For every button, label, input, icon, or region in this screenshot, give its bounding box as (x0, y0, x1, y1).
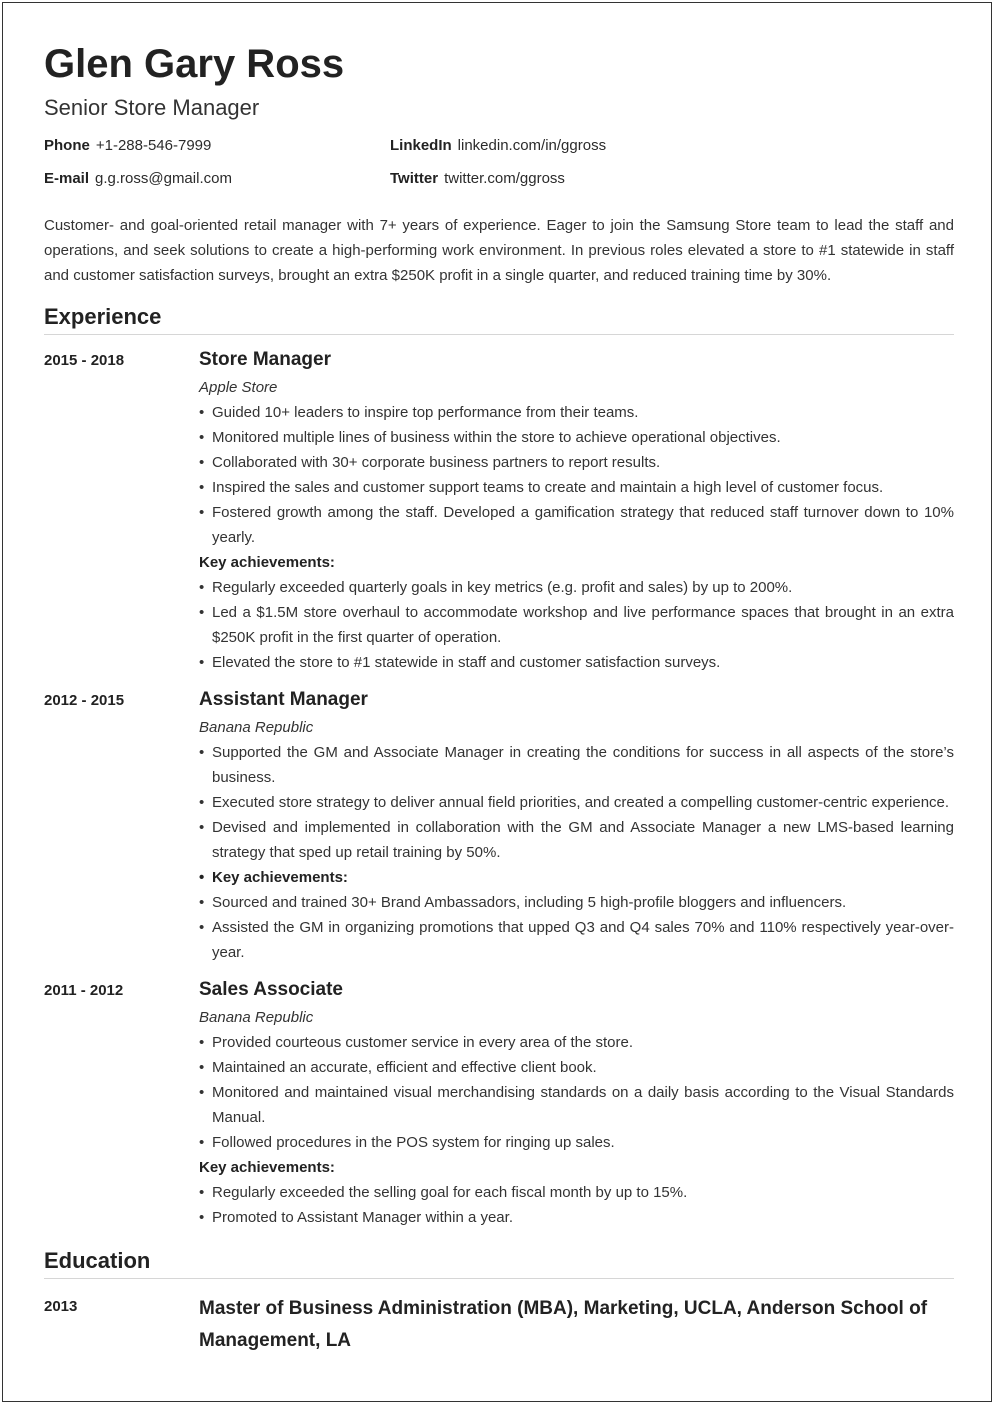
job-dates: 2015 - 2018 (44, 352, 125, 369)
bullet-item: • Executed store strategy to deliver annual field priorities, and created a compelling customer-centric experience. (199, 790, 954, 815)
education-details (199, 1293, 954, 1357)
phone-value[interactable]: +1-288-546-7999 (95, 137, 212, 154)
job-achievements (199, 1180, 954, 1230)
bullet-item: • Maintained an accurate, efficient and effective client book. (199, 1055, 954, 1080)
education-year: 2013 (44, 1298, 78, 1315)
bullet-item: • Followed procedures in the POS system for ringing up sales. (199, 1130, 954, 1155)
education-heading: Education (44, 1246, 954, 1279)
job-entry (44, 977, 954, 1230)
email-label: E-mail (44, 170, 90, 187)
job-entry (44, 347, 954, 675)
job-details (199, 687, 954, 965)
job-details (199, 977, 954, 1230)
bullet-item: • Devised and implemented in collaboration with the GM and Associate Manager a new LMS-based learning strategy that sped up retail training by 50%. (199, 815, 954, 865)
summary-paragraph: Customer- and goal-oriented retail manager with 7+ years of experience. Eager to join the Samsung Store team to lead the staff and operations, and seek solutions to create a high-performing work environment. In previous roles elevated a store to #1 statewide in staff and customer satisfaction surveys, brought an extra $250K profit in a single quarter, and reduced training time by 30%. (44, 217, 954, 284)
achievement-item: • Led a $1.5M store overhaul to accommodate workshop and live performance spaces that brought in an extra $250K profit in the first quarter of operation. (199, 600, 954, 650)
phone-contact (44, 136, 211, 156)
achievement-item: • Sourced and trained 30+ Brand Ambassadors, including 5 high-profile bloggers and influencers. (199, 890, 954, 915)
job-achievements (199, 575, 954, 675)
resume-content (44, 41, 954, 1357)
bullet-item: • Monitored and maintained visual merchandising standards on a daily basis according to the Visual Standards Manual. (199, 1080, 954, 1130)
achievement-item: • Elevated the store to #1 statewide in staff and customer satisfaction surveys. (199, 650, 954, 675)
key-achievements-heading: Key achievements: (199, 1159, 335, 1176)
bullet-item: • Monitored multiple lines of business within the store to achieve operational objectives. (199, 425, 954, 450)
education-entry (44, 1293, 954, 1357)
bullet-item: • Collaborated with 30+ corporate business partners to report results. (199, 450, 954, 475)
job-title: Sales Associate (199, 979, 343, 1000)
bullet-item: • Supported the GM and Associate Manager in creating the conditions for success in all aspects of the store’s business. (199, 740, 954, 790)
bullet-item: • Fostered growth among the staff. Developed a gamification strategy that reduced staff turnover down to 10% yearly. (199, 500, 954, 550)
linkedin-contact (390, 136, 606, 156)
education-degree: Master of Business Administration (MBA), Marketing, UCLA, Anderson School of Management, LA (199, 1298, 928, 1351)
resume-page (2, 2, 992, 1402)
achievement-item: • Regularly exceeded quarterly goals in key metrics (e.g. profit and sales) by up to 200%. (199, 575, 954, 600)
twitter-link[interactable]: twitter.com/ggross (444, 170, 565, 187)
bullet-item: • Guided 10+ leaders to inspire top performance from their teams. (199, 400, 954, 425)
candidate-title: Senior Store Manager (44, 95, 260, 120)
linkedin-label: LinkedIn (390, 137, 452, 154)
job-company: Banana Republic (199, 719, 314, 736)
job-dates: 2012 - 2015 (44, 692, 125, 709)
job-responsibilities (199, 1030, 954, 1155)
bullet-item: • Inspired the sales and customer support teams to create and maintain a high level of customer focus. (199, 475, 954, 500)
bullet-item: • Provided courteous customer service in every area of the store. (199, 1030, 954, 1055)
job-dates: 2011 - 2012 (44, 982, 124, 999)
achievement-item: • Regularly exceeded the selling goal for each fiscal month by up to 15%. (199, 1180, 954, 1205)
key-achievements-heading: Key achievements: (199, 554, 335, 571)
job-entry (44, 687, 954, 965)
twitter-label: Twitter (390, 170, 439, 187)
job-responsibilities (199, 740, 954, 965)
job-company: Banana Republic (199, 1009, 314, 1026)
contact-info (44, 136, 954, 202)
job-title: Assistant Manager (199, 689, 368, 710)
achievement-item: • Assisted the GM in organizing promotions that upped Q3 and Q4 sales 70% and 110% respectively year-over-year. (199, 915, 954, 965)
achievement-item: • Promoted to Assistant Manager within a year. (199, 1205, 954, 1230)
email-contact (44, 169, 232, 189)
email-link[interactable]: g.g.ross@gmail.com (95, 170, 232, 187)
linkedin-link[interactable]: linkedin.com/in/ggross (457, 137, 607, 154)
job-details (199, 347, 954, 675)
experience-heading: Experience (44, 302, 954, 335)
job-title: Store Manager (199, 349, 331, 370)
job-company: Apple Store (199, 379, 278, 396)
job-responsibilities (199, 400, 954, 550)
key-achievements-heading: • Key achievements: (199, 865, 954, 890)
twitter-contact (390, 169, 565, 189)
phone-label: Phone (44, 137, 90, 154)
candidate-name: Glen Gary Ross (44, 42, 345, 86)
